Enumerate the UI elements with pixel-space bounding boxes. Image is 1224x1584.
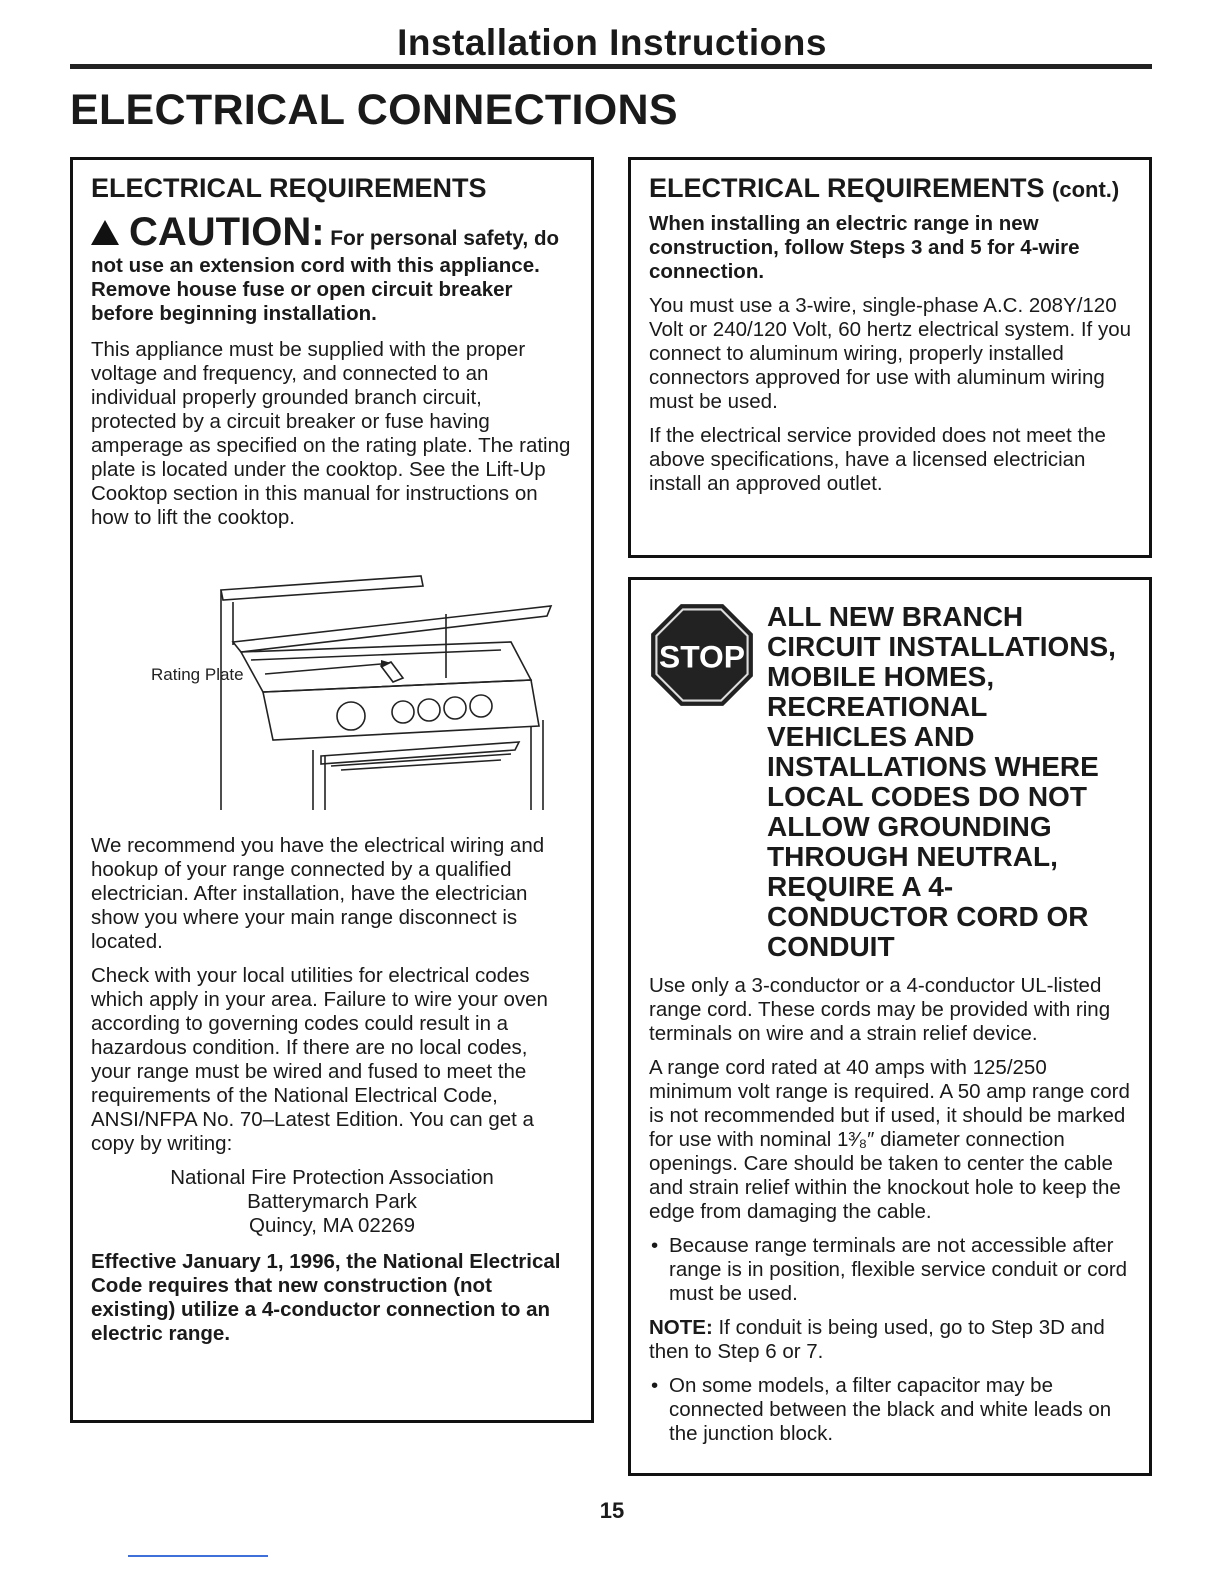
right-box-title-suffix: (cont.) (1052, 177, 1120, 202)
stop-sign-icon (649, 602, 755, 708)
right-para-2: You must use a 3-wire, single-phase A.C. 208Y/120 Volt or 240/120 Volt, 60 hertz electrical system. If you connect to aluminum wiring, properly installed connectors approved for use with aluminum wiring must be used. (649, 294, 1132, 413)
stop-sign-text: STOP (659, 638, 745, 675)
header-rule (70, 64, 1152, 69)
caution-word: CAUTION: (129, 210, 325, 254)
stop-warning-box (628, 577, 1152, 1476)
bullet-list-1 (649, 1234, 1131, 1306)
left-requirements-box (70, 157, 594, 1423)
right2-para-2: A range cord rated at 40 amps with 125/250 minimum volt range is required. A 50 amp range cord is not recommended but if used, it should be marked for use with nominal 1³⁄₈″ diameter connection openings. Care should be taken to center the cable and strain relief within the knockout hole to keep the edge from damaging the cable. (649, 1056, 1130, 1223)
right2-para-1: Use only a 3-conductor or a 4-conductor UL-listed range cord. These cords may be provided with ring terminals on wire and a strain relief device. (649, 974, 1111, 1045)
note-paragraph (649, 1316, 1131, 1364)
bullet-item: • On some models, a filter capacitor may be connected between the black and white leads on the junction block. (669, 1374, 1131, 1446)
bullet-item: • Because range terminals are not accessible after range is in position, flexible service conduit or cord must be used. (669, 1234, 1131, 1306)
left-para-4-bold: Effective January 1, 1996, the National Electrical Code requires that new construction (not existing) utilize a 4-conductor connection to an electric range. (91, 1250, 561, 1345)
left-para-1: This appliance must be supplied with the proper voltage and frequency, and connected to an individual properly grounded branch circuit, protected by a circuit breaker or fuse having amperage as specified on the rating plate. The rating plate is located under the cooktop. See the Lift-Up Cooktop section in this manual for instructions on how to lift the cooktop. (91, 338, 571, 529)
address-line-3: Quincy, MA 02269 (249, 1214, 415, 1237)
range-illustration (91, 550, 571, 820)
stop-header (649, 602, 1131, 962)
right-para-1-bold: When installing an electric range in new construction, follow Steps 3 and 5 for 4-wire connection. (649, 212, 1080, 283)
note-label: NOTE: (649, 1316, 713, 1339)
note-text: If conduit is being used, go to Step 3D and then to Step 6 or 7. (649, 1316, 1105, 1363)
right-box-title (649, 172, 1131, 206)
left-box-title: ELECTRICAL REQUIREMENTS (91, 173, 487, 203)
section-title: ELECTRICAL CONNECTIONS (70, 86, 678, 134)
footer-link-underline (128, 1555, 268, 1557)
nfpa-address (91, 1166, 573, 1238)
left-para-3: Check with your local utilities for electrical codes which apply in your area. Failure to wire your oven according to governing codes could result in a hazardous condition. If there are no local codes, your range must be wired and fused to meet the requirements of the National Electrical Code, ANSI/NFPA No. 70–Latest Edition. You can get a copy by writing: (91, 964, 548, 1155)
page-number: 15 (599, 1498, 625, 1523)
address-line-2: Batterymarch Park (247, 1190, 417, 1213)
caution-block (91, 210, 573, 326)
caution-text: do not use an extension cord with this appliance. Remove house fuse or open circuit breaker before beginning installation. (91, 227, 559, 325)
stop-heading: ALL NEW BRANCH CIRCUIT INSTALLATIONS, MOBILE HOMES, RECREATIONAL VEHICLES AND INSTALLATIONS WHERE LOCAL CODES DO NOT ALLOW GROUNDING THROUGH NEUTRAL, REQUIRE A 4-CONDUCTOR CORD OR CONDUIT (767, 601, 1116, 962)
range-rating-plate-figure (91, 550, 571, 820)
header-title: Installation Instructions (397, 22, 827, 63)
address-line-1: National Fire Protection Association (170, 1166, 494, 1189)
warning-triangle-icon (91, 220, 119, 245)
caution-lead: For personal safety, (330, 227, 529, 250)
right-box-title-text: ELECTRICAL REQUIREMENTS (649, 173, 1045, 203)
rating-plate-label: Rating Plate (151, 665, 244, 684)
right-requirements-box (628, 157, 1152, 558)
right-para-3: If the electrical service provided does not meet the above specifications, have a licensed electrician install an approved outlet. (649, 424, 1106, 495)
bullet-list-2 (649, 1374, 1131, 1446)
left-para-2: We recommend you have the electrical wiring and hookup of your range connected by a qualified electrician. After installation, have the electrician show you where your main range disconnect is located. (91, 834, 545, 953)
